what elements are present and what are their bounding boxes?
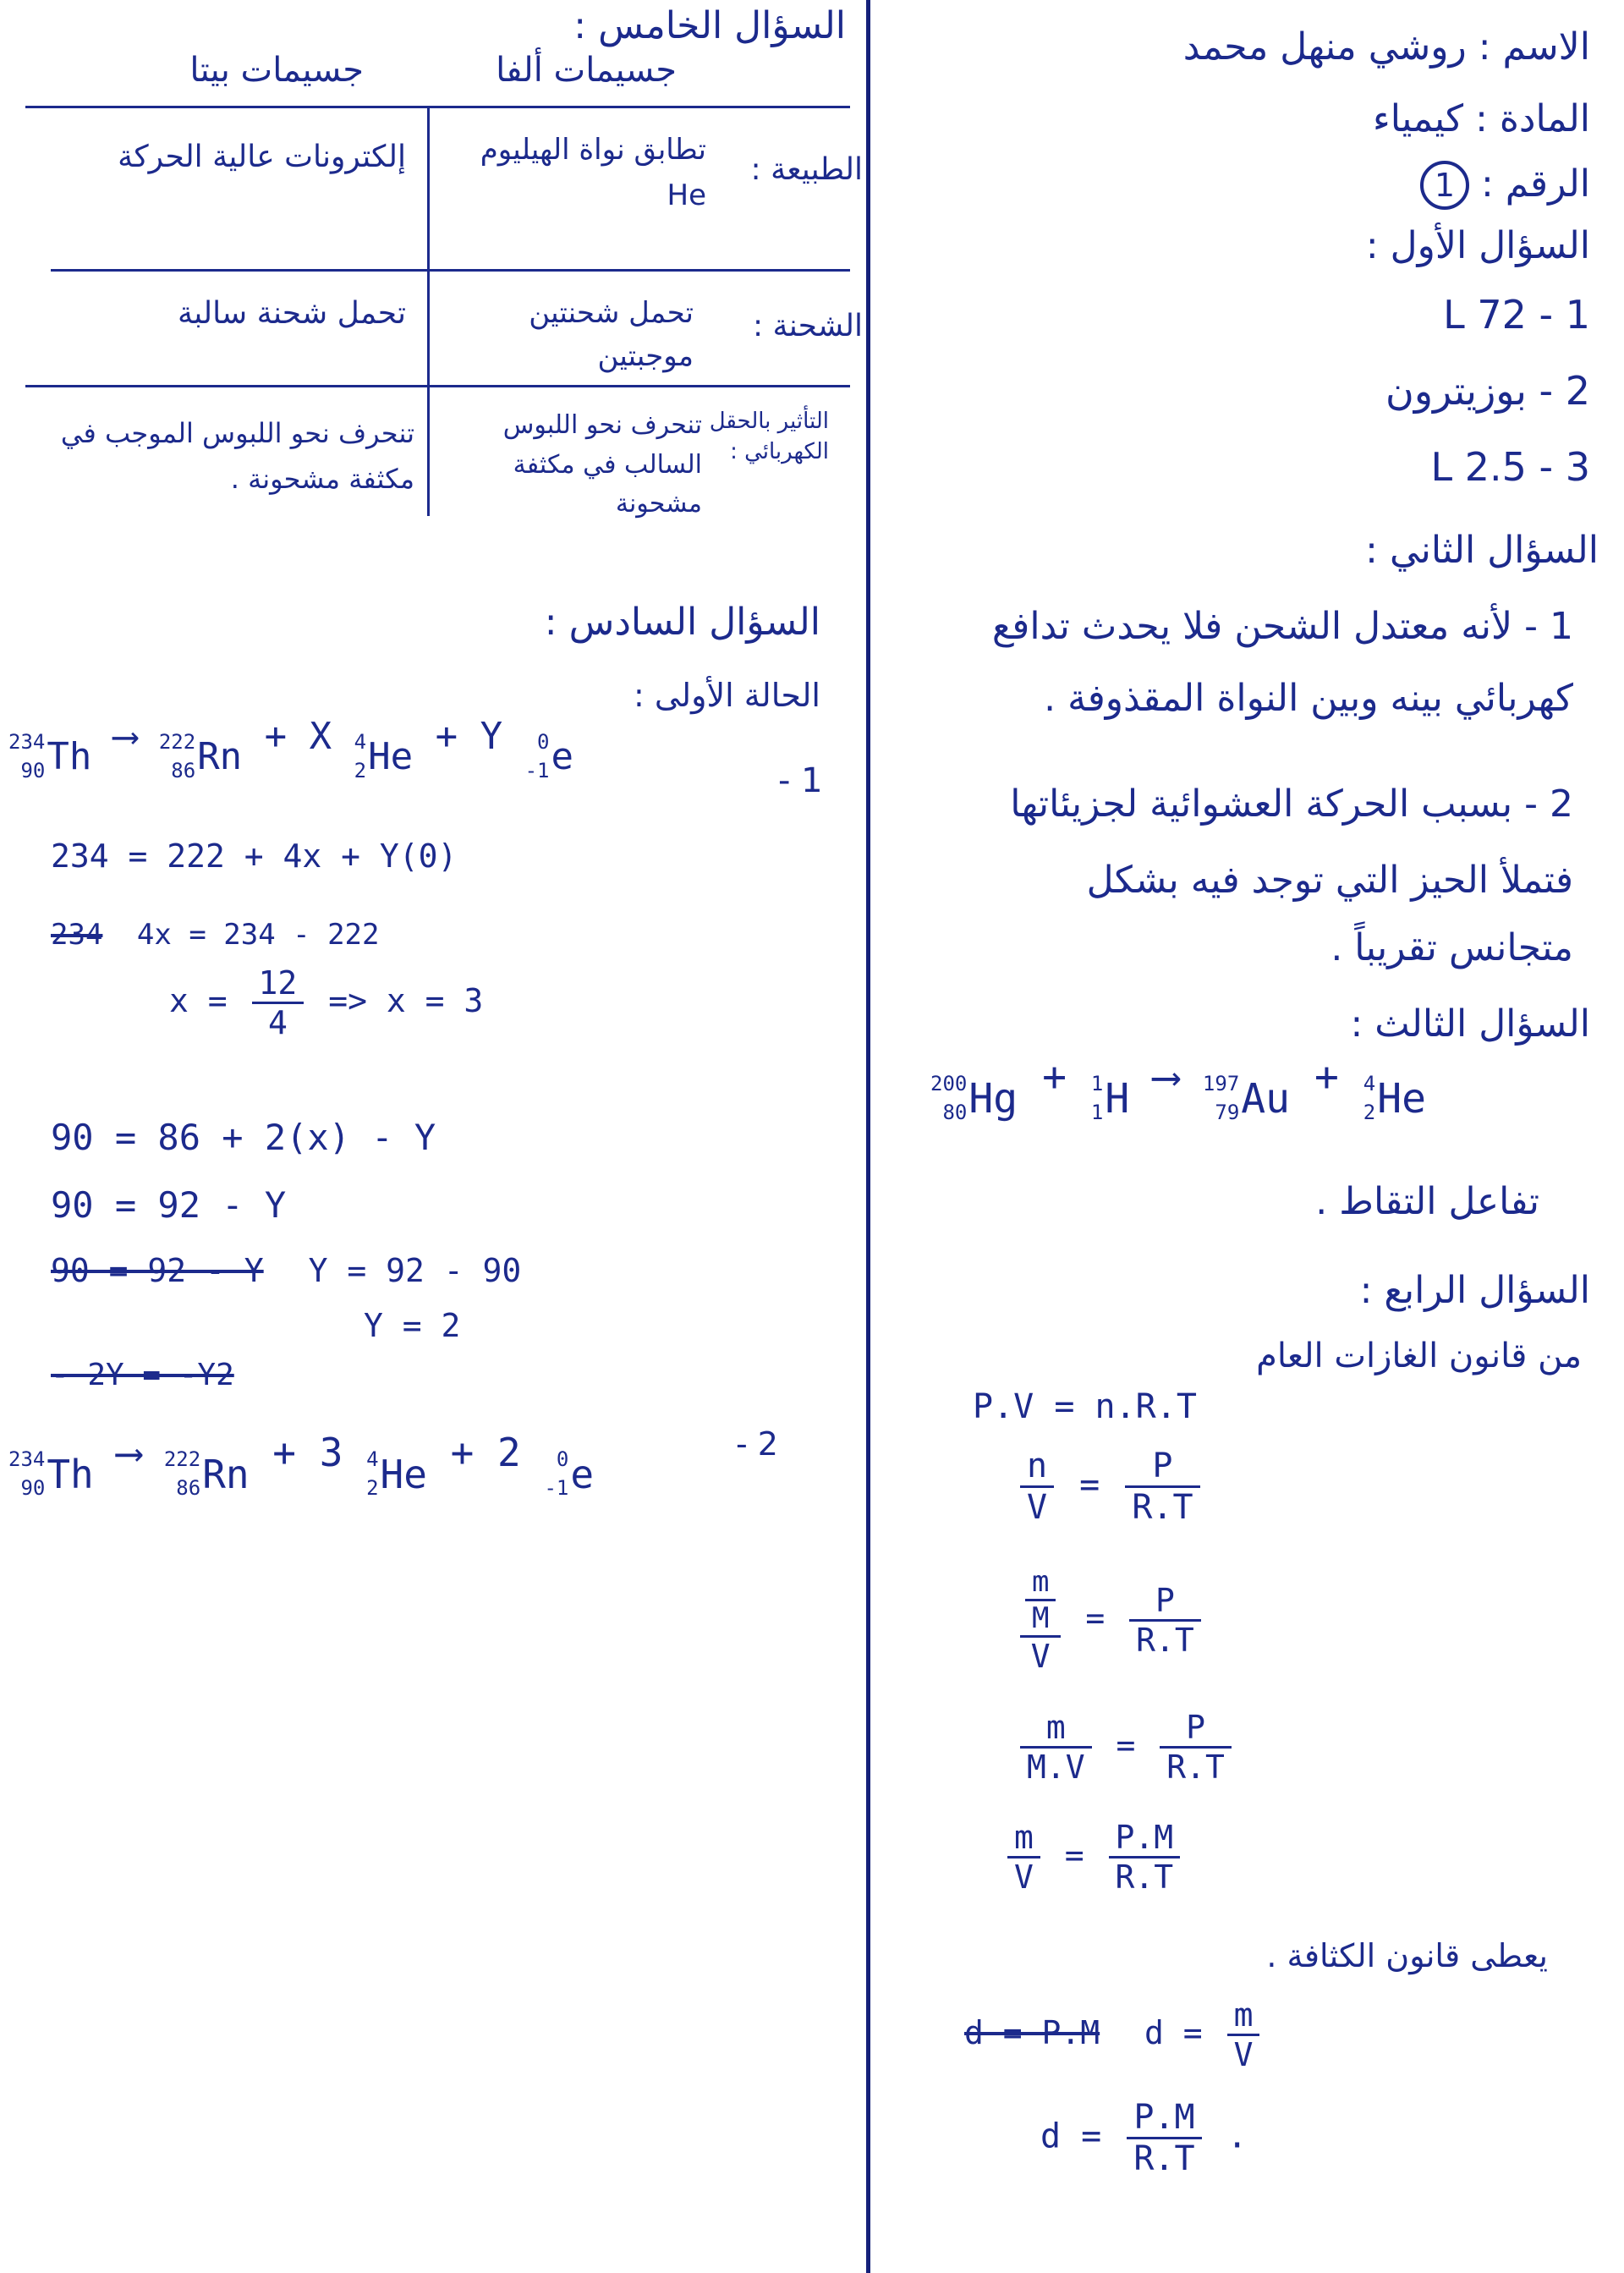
denominator: M	[1032, 1601, 1050, 1635]
q4-step4: $\frac{m}{V}$ = $\frac{P.M}{R.T}$	[1002, 1819, 1185, 1896]
numerator: P	[1186, 1709, 1206, 1746]
number-circle: 1	[1420, 161, 1469, 210]
element-symbol: He	[368, 735, 414, 779]
q4-gas-law: P.V = n.R.T	[973, 1387, 1197, 1426]
beta-nature: إلكترونات عالية الحركة	[118, 140, 406, 174]
page-divider-line	[866, 0, 870, 2273]
q2-answer2-line3: متجانس تقريباً .	[1330, 926, 1573, 969]
table-column-rule	[427, 106, 430, 516]
numerator: 12	[258, 964, 298, 1002]
q2-answer2-line1: 2 - بسبب الحركة العشوائية لجزيئاتها	[1010, 782, 1573, 826]
q6-item-2: - 2	[736, 1425, 778, 1463]
denominator: V	[1233, 2036, 1254, 2073]
element-symbol: Hg	[968, 1074, 1018, 1123]
q2-answer1-line1: 1 - لأنه معتدل الشحن فلا يحدث تدافع	[991, 605, 1573, 648]
mass-number: 4	[1363, 1072, 1376, 1095]
q6-step-charge-balance: 90 = 86 + 2(x) - Y	[51, 1117, 436, 1158]
q1-item: 2 - بوزيترون	[1385, 368, 1590, 414]
q4-density-def	[964, 1996, 1265, 2073]
denominator: V	[1027, 1488, 1048, 1527]
q6-step-solve-x	[51, 918, 379, 952]
q4-density-law: يعطى قانون الكثافة .	[1266, 1937, 1548, 1974]
q4-step1: $\frac{n}{V}$ = $\frac{P}{R.T}$	[1015, 1447, 1205, 1527]
col-header-alpha: جسيمات ألفا	[496, 51, 677, 90]
denominator: V	[1030, 1638, 1051, 1675]
numerator: P	[1155, 1581, 1175, 1619]
element-symbol: Au	[1241, 1074, 1291, 1123]
unknown-coefficient: Y	[480, 715, 503, 758]
row-label-nature: الطبيعة :	[750, 152, 863, 187]
col-header-beta: جسيمات بيتا	[189, 51, 364, 90]
q1-item: 3 - 2.5 L	[1430, 444, 1590, 490]
q6-step-mass-balance: 234 = 222 + 4x + Y(0)	[51, 837, 458, 875]
q2-answer1-line2: كهربائي بينه وبين النواة المقذوفة .	[1044, 677, 1573, 720]
mass-number: 234	[8, 1447, 46, 1471]
denominator: R.T	[1133, 2139, 1195, 2178]
q1-title: السؤال الأول :	[1365, 224, 1590, 267]
q6-step-charge-simplified: 90 = 92 - Y	[51, 1184, 287, 1226]
row-label-charge: الشحنة :	[752, 309, 863, 343]
q2-answer2-line2: فتملأ الحيز التي توجد فيه بشكل	[1086, 859, 1573, 902]
numerator: m	[1032, 1565, 1050, 1599]
q6-step-x-value	[169, 964, 483, 1041]
denominator: R.T	[1115, 1858, 1174, 1896]
q6-subtitle: الحالة الأولى :	[634, 677, 820, 714]
q4-intro: من قانون الغازات العام	[1256, 1337, 1582, 1375]
q1-item: 1 - 72 L	[1443, 292, 1590, 338]
element-symbol: He	[1377, 1074, 1427, 1123]
atomic-number: 1	[1090, 1100, 1104, 1124]
element-symbol: Rn	[202, 1451, 250, 1497]
atomic-number: 80	[942, 1100, 968, 1124]
crossed-out-text: d = P.M	[964, 2014, 1100, 2051]
denominator: R.T	[1132, 1488, 1193, 1527]
q6-crossed-line	[51, 1358, 234, 1392]
equation-text: 4x = 234 - 222	[136, 918, 380, 952]
denominator: R.T	[1166, 1749, 1225, 1786]
numerator: P.M	[1133, 2098, 1195, 2137]
beta-charge: تحمل شحنة سالبة	[177, 296, 406, 331]
coefficient: 2	[497, 1430, 521, 1475]
atomic-number: 90	[20, 1475, 46, 1500]
mass-number: 200	[930, 1072, 968, 1095]
beta-field: تنحرف نحو اللبوس الموجب في مكثفة مشحونة .	[60, 417, 414, 496]
arrow-icon: ⟶	[1154, 1053, 1203, 1101]
crossed-out-text: 90 = 92 - Y	[51, 1252, 264, 1289]
mass-number: 222	[158, 730, 196, 754]
number-line	[1420, 161, 1590, 210]
element-symbol: He	[380, 1451, 427, 1497]
arrow-icon: ⟶	[113, 715, 159, 758]
denominator: V	[1014, 1858, 1034, 1896]
equation-text: Y = 92 - 90	[308, 1252, 522, 1289]
numerator: m	[1233, 1996, 1254, 2034]
mass-number: 197	[1202, 1072, 1240, 1095]
density-symbol: d =	[1144, 2014, 1203, 2051]
equation-text: => x = 3	[328, 982, 484, 1019]
element-symbol: Rn	[197, 735, 243, 779]
q3-answer: تفاعل التقاط .	[1315, 1180, 1539, 1223]
q3-title: السؤال الثالث :	[1350, 1002, 1590, 1046]
student-name: الاسم : روشي منهل محمد	[1182, 25, 1590, 69]
q6-step-y-value: Y = 2	[364, 1307, 461, 1344]
alpha-field: تنحرف نحو اللبوس السالب في مكثفة مشحونة	[502, 410, 702, 519]
q6-title: السؤال السادس :	[544, 601, 820, 644]
numerator: m	[1014, 1819, 1034, 1856]
row-label-field: التأثير بالحقل الكهربائي :	[709, 409, 829, 465]
denominator: M.V	[1027, 1749, 1085, 1786]
equation-text: x =	[169, 982, 228, 1019]
mass-number: 234	[8, 730, 46, 754]
crossed-out-text: 234	[51, 918, 103, 952]
q4-step2: $\frac{\frac{m}{M}}{V}$ = $\frac{P}{R.T}$	[1015, 1565, 1206, 1675]
mass-number: 1	[1090, 1072, 1104, 1095]
mass-number: 4	[354, 730, 367, 754]
atomic-number: 90	[20, 758, 46, 782]
table-row-rule	[51, 269, 850, 272]
atomic-number: 2	[366, 1475, 379, 1500]
element-symbol: Th	[47, 735, 92, 779]
atomic-number: 2	[354, 758, 367, 782]
atomic-number: 86	[176, 1475, 201, 1500]
alpha-nature: تطابق نواة الهيليوم He	[480, 133, 706, 213]
unknown-coefficient: X	[309, 715, 332, 758]
element-symbol: e	[551, 735, 573, 779]
numerator: P.M	[1115, 1819, 1174, 1856]
table-header-rule	[25, 106, 850, 108]
mass-number: 0	[556, 1447, 569, 1471]
subject-line: المادة : كيمياء	[1373, 97, 1590, 140]
crossed-out-text: - 2Y = -Y2	[51, 1358, 234, 1392]
alpha-charge: تحمل شحنتين موجبتين	[529, 296, 694, 373]
q5-title: السؤال الخامس :	[573, 4, 846, 47]
q6-item-1: - 1	[778, 761, 823, 800]
q4-step3: $\frac{m}{M.V}$ = $\frac{P}{R.T}$	[1015, 1709, 1237, 1786]
table-row-rule	[25, 385, 850, 387]
coefficient: 3	[319, 1430, 343, 1475]
mass-number: 222	[163, 1447, 201, 1471]
atomic-number: 2	[1363, 1100, 1376, 1124]
atomic-number: 79	[1215, 1100, 1240, 1124]
density-symbol: d =	[1040, 2117, 1102, 2156]
q6-reaction-2: 234 90 Th ⟶ 222 86 Rn + 3 4 2 He + 2 0 -1 e	[8, 1430, 594, 1502]
numerator: P	[1152, 1447, 1173, 1485]
element-symbol: H	[1105, 1074, 1130, 1123]
arrow-icon: ⟶	[117, 1430, 164, 1475]
atomic-number: -1	[524, 758, 550, 782]
q4-final-result: d = $\frac{P.M}{R.T}$ .	[1040, 2098, 1248, 2178]
number-label: الرقم :	[1480, 162, 1590, 206]
q2-title: السؤال الثاني :	[1365, 529, 1599, 572]
atomic-number: -1	[544, 1475, 569, 1500]
mass-number: 0	[537, 730, 550, 754]
mass-number: 4	[366, 1447, 379, 1471]
q4-title: السؤال الرابع :	[1359, 1269, 1590, 1312]
atomic-number: 86	[171, 758, 196, 782]
element-symbol: e	[570, 1451, 595, 1497]
denominator: R.T	[1136, 1621, 1194, 1659]
element-symbol: Th	[47, 1451, 94, 1497]
denominator: 4	[267, 1004, 288, 1041]
numerator: n	[1027, 1447, 1048, 1485]
q3-reaction: 200 80 Hg + 1 1 H ⟶ 197 79 Au + 4 2 He	[930, 1053, 1426, 1127]
q6-reaction-1: 234 90 Th ⟶ 222 86 Rn + X 4 2 He + Y 0 -1 e	[8, 715, 573, 785]
q6-step-y	[51, 1252, 521, 1289]
numerator: m	[1045, 1709, 1066, 1746]
